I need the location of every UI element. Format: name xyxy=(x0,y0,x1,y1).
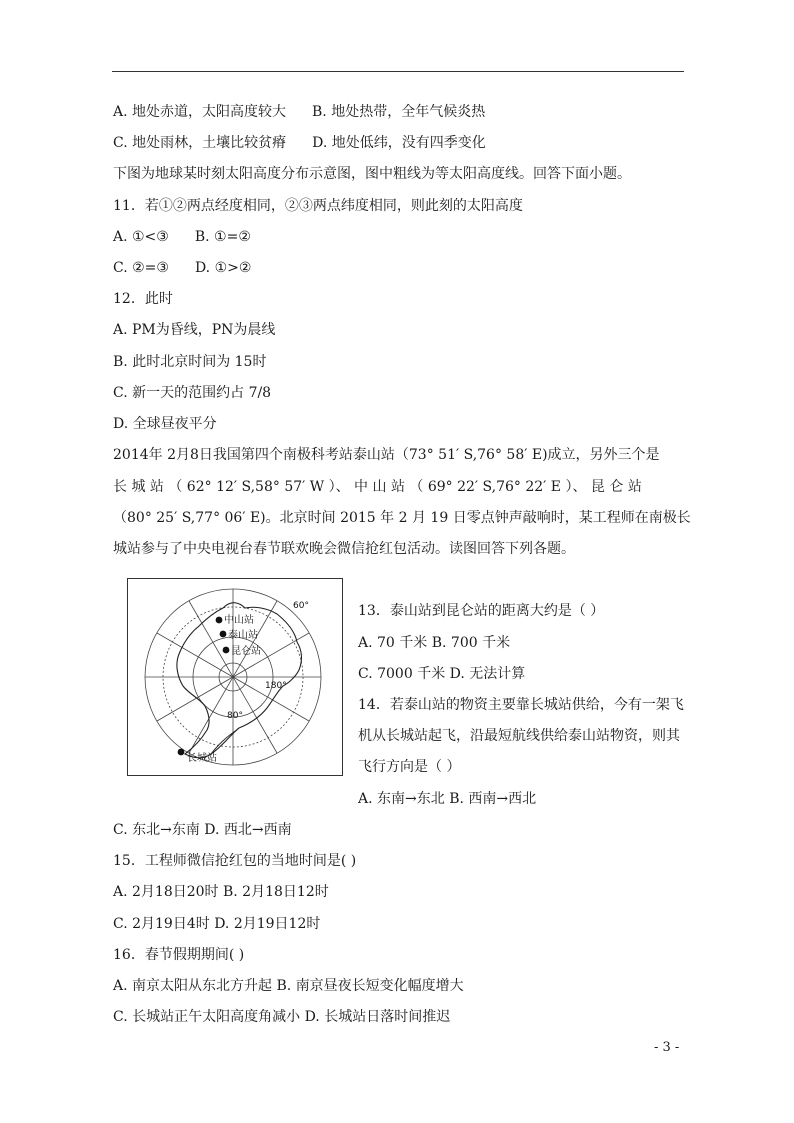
header-rule xyxy=(112,71,684,72)
q12-option-d[interactable]: D. 全球昼夜平分 xyxy=(113,416,217,432)
kunlun-station-dot xyxy=(223,647,230,654)
q15-options-ab[interactable]: A. 2月18日20时 B. 2月18日12时 xyxy=(113,884,329,900)
option-c[interactable]: C. ②=③ xyxy=(113,260,169,276)
zhongshan-station-dot xyxy=(216,617,223,624)
q14-options-ab[interactable]: A. 东南→东北 B. 西南→西北 xyxy=(358,791,537,807)
taishan-station-dot xyxy=(220,631,227,638)
passage-line-2: 长 城 站 （ 62° 12′ S,58° 57′ W ）、 中 山 站 （ 69° 22′ S,76° 22′ E ）、 昆 仑 站 xyxy=(113,479,642,495)
taishan-station-label: 泰山站 xyxy=(228,630,258,641)
option-b[interactable]: B. 地处热带，全年气候炎热 xyxy=(312,104,486,120)
q12-option-b[interactable]: B. 此时北京时间为 15时 xyxy=(113,354,267,370)
question-13: 13．泰山站到昆仑站的距离大约是（ ） xyxy=(358,603,605,619)
longitude-180-label: 180° xyxy=(265,681,287,691)
kunlun-station-label: 昆仑站 xyxy=(231,646,261,657)
q12-option-c[interactable]: C. 新一天的范围约占 7/8 xyxy=(113,385,272,401)
question-14-line-3: 飞行方向是（ ） xyxy=(358,759,461,775)
q16-options-cd[interactable]: C. 长城站正午太阳高度角减小 D. 长城站日落时间推迟 xyxy=(113,1009,451,1025)
zhongshan-station-label: 中山站 xyxy=(224,615,254,626)
passage-line-3: （80° 25′ S,77° 06′ E)。北京时间 2015 年 2 月 19 日零点钟声敲响时，某工程师在南极长 xyxy=(113,510,691,526)
question-16: 16．春节假期期间( ) xyxy=(113,947,245,963)
option-c[interactable]: C. 地处雨林，土壤比较贫瘠 xyxy=(113,135,287,151)
latitude-80-label: 80° xyxy=(227,711,243,721)
option-a[interactable]: A. 地处赤道，太阳高度较大 xyxy=(113,104,287,120)
q10-options-cd xyxy=(113,133,486,153)
question-11: 11．若①②两点经度相同，②③两点纬度相同，则此刻的太阳高度 xyxy=(113,198,523,214)
q11-options-ab xyxy=(113,227,251,247)
q11-options-cd xyxy=(113,258,251,278)
option-d[interactable]: D. 地处低纬，没有四季变化 xyxy=(312,135,486,151)
q16-options-ab[interactable]: A. 南京太阳从东北方升起 B. 南京昼夜长短变化幅度增大 xyxy=(113,978,464,994)
antarctica-map-figure xyxy=(127,578,343,776)
q10-options-ab xyxy=(113,102,485,122)
option-a[interactable]: A. ①<③ xyxy=(113,229,169,245)
option-b[interactable]: B. ①=② xyxy=(194,229,251,245)
intro-11: 下图为地球某时刻太阳高度分布示意图，图中粗线为等太阳高度线。回答下面小题。 xyxy=(113,166,631,182)
q13-options-ab[interactable]: A. 70 千米 B. 700 千米 xyxy=(358,635,511,651)
question-12: 12．此时 xyxy=(113,291,173,307)
option-d[interactable]: D. ①>② xyxy=(194,260,252,276)
q13-options-cd[interactable]: C. 7000 千米 D. 无法计算 xyxy=(358,666,526,682)
changcheng-station-dot xyxy=(178,749,185,756)
question-14-line-1: 14．若泰山站的物资主要靠长城站供给，今有一架飞 xyxy=(358,697,684,713)
changcheng-station-label: 长城站 xyxy=(187,753,217,764)
longitude-60-label: 60° xyxy=(293,601,309,611)
question-14-line-2: 机从长城站起飞，沿最短航线供给泰山站物资，则其 xyxy=(358,728,680,744)
page-number: - 3 - xyxy=(654,1040,680,1055)
question-15: 15．工程师微信抢红包的当地时间是( ) xyxy=(113,853,357,869)
q14-options-cd[interactable]: C. 东北→东南 D. 西北→西南 xyxy=(113,822,292,838)
q12-option-a[interactable]: A. PM为昏线，PN为晨线 xyxy=(113,322,276,338)
q15-options-cd[interactable]: C. 2月19日4时 D. 2月19日12时 xyxy=(113,916,321,932)
passage-line-4: 城站参与了中央电视台春节联欢晚会微信抢红包活动。读图回答下列各题。 xyxy=(113,541,575,557)
passage-line-1: 2014年 2月8日我国第四个南极科考站泰山站（73° 51′ S,76° 58′ E)成立，另外三个是 xyxy=(113,447,660,463)
